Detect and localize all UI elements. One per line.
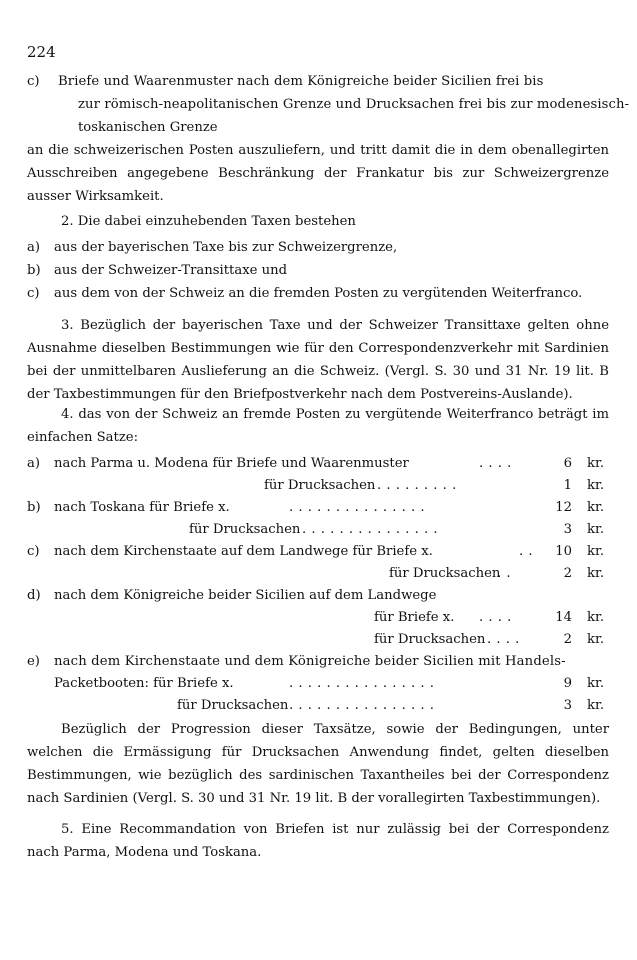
item-c-line-2: zur römisch-neapolitanischen Grenze und Drucksachen frei bis zur modenesisch- [78,97,630,112]
progression-paragraph: Bezüglich der Progression dieser Taxsätze, sowie der Bedingungen, unter welchen die Ermässigung für Drucksachen Anwendung findet, gelten dieselben Bestimmungen, wie bezüglich des sardinischen Taxantheiles bei der Correspondenz nach Sardinien (Vergl. S. 30 und 31 Nr. 19 lit. B der vorallegirten Taxbestimmungen). [27,722,609,806]
rate-row-c2: für Drucksachen . . 2 kr. [389,566,605,581]
item-c-line-1: Briefe und Waarenmuster nach dem Königreiche beider Sicilien frei bis [58,74,544,89]
list-item: c) aus dem von der Schweiz an die fremden Posten zu vergütenden Weiterfranco. [27,286,583,301]
rate-row-a: a) nach Parma u. Modena für Briefe und Waarenmuster . . . . 6 kr. [27,456,605,471]
rate-row-b: b) nach Toskana für Briefe x. . . . . . . . . . . . . . . . 12 kr. [27,500,605,515]
section-2 [27,210,609,305]
section-3-paragraph: 3. Bezüglich der bayerischen Taxe und der Schweizer Transittaxe gelten ohne Ausnahme dieselben Bestimmungen wie für den Correspondenzverkehr mit Sardinien bei der unmittelbaren Auslieferung an die Schweiz. (Vergl. S. 30 und 31 Nr. 19 lit. B der Taxbestimmungen für den Briefpostverkehr nach dem Postvereins-Auslande). [27,318,609,402]
continuation-paragraph: an die schweizerischen Posten auszuliefern, und tritt damit die in dem obenallegirten Ausschreiben angegebene Beschränkung der Frankatur bis zur Schweizergrenze ausser Wirksamkeit. [27,143,609,204]
page-number: 224 [27,43,56,61]
section-4-intro: 4. das von der Schweiz an fremde Posten zu vergütende Weiterfranco beträgt im einfachen Satze: [27,407,609,445]
item-c-line-3: toskanischen Grenze [78,120,218,135]
list-item: b) aus der Schweizer-Transittaxe und [27,263,288,278]
list-item: a) aus der bayerischen Taxe bis zur Schweizergrenze, [27,240,398,255]
item-c-paragraph [27,70,630,139]
rates-table [27,452,609,716]
section-5-paragraph: 5. Eine Recommandation von Briefen ist nur zulässig bei der Correspondenz nach Parma, Modena und Toskana. [27,822,609,860]
rate-row-d: d) nach dem Königreiche beider Sicilien auf dem Landwege [27,588,437,603]
rate-row-e2: Packetbooten: für Briefe x. . . . . . . . . . . . . . . . . 9 kr. [54,676,605,691]
item-c-label: c) [27,74,40,89]
rate-row-a2: für Drucksachen . . . . . . . . . 1 kr. [264,478,605,493]
section-2-list [27,236,609,305]
rate-row-b2: für Drucksachen . . . . . . . . . . . . . . . 3 kr. [189,522,605,537]
rate-row-d2: für Briefe x. . . . . 14 kr. [374,610,605,625]
section-2-intro: 2. Die dabei einzuhebenden Taxen bestehen [61,214,356,229]
rate-row-e3: für Drucksachen . . . . . . . . . . . . . . . . 3 kr. [177,698,605,713]
rate-row-c: c) nach dem Kirchenstaate auf dem Landwege für Briefe x. . . 10 kr. [27,544,605,559]
rate-row-e: e) nach dem Kirchenstaate und dem Königreiche beider Sicilien mit Handels- [27,654,566,669]
rate-row-d3: für Drucksachen . . . . 2 kr. [374,632,605,647]
